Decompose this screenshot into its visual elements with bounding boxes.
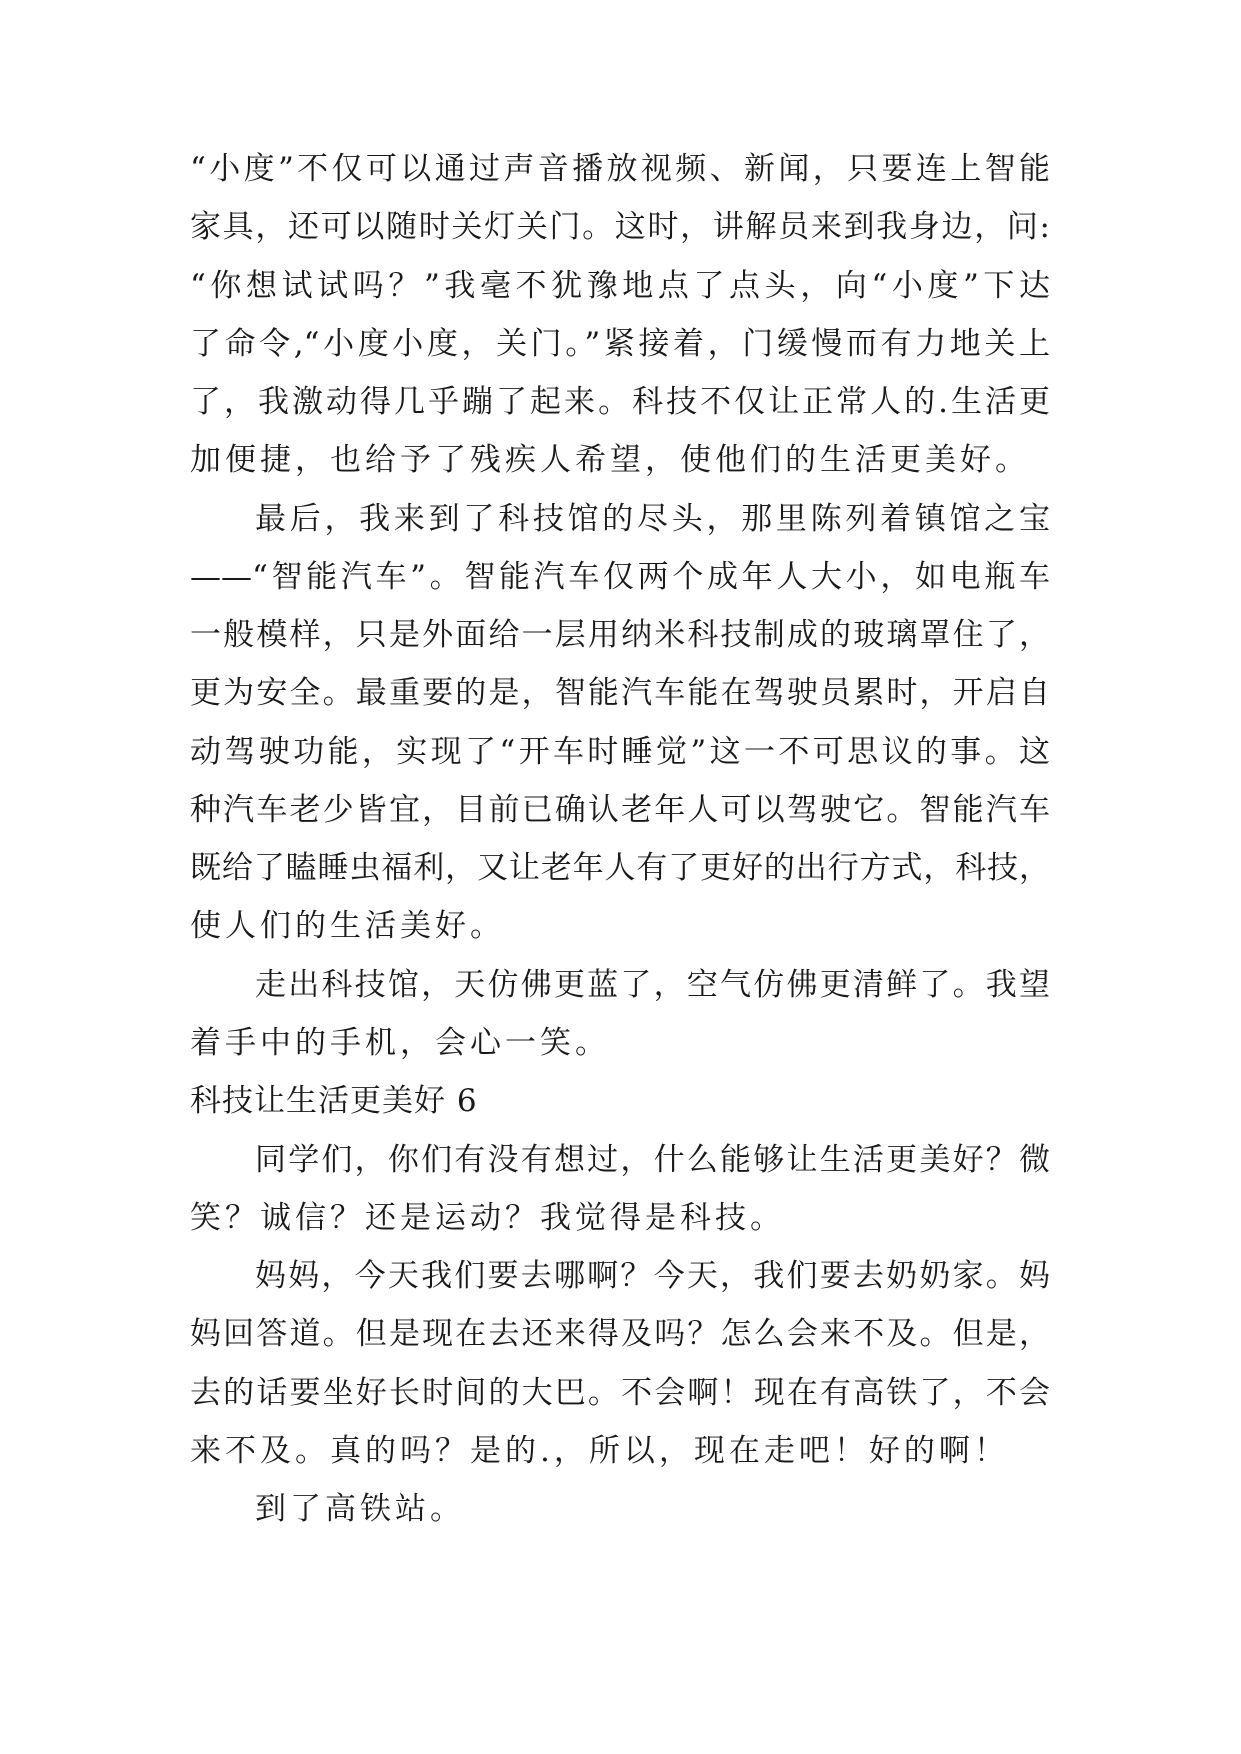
section-heading: 科技让生活更美好 6 [190, 1083, 478, 1119]
text-line: 加便捷，也给予了残疾人希望，使他们的生活更美好。 [190, 442, 1030, 478]
text-line: 去的话要坐好长时间的大巴。不会啊！现在有高铁了，不会 [190, 1375, 1050, 1411]
paragraph-start-line: 同学们，你们有没有想过，什么能够让生活更美好？微 [255, 1142, 1050, 1178]
text-line: 妈回答道。但是现在去还来得及吗？怎么会来不及。但是， [190, 1316, 1050, 1352]
paragraph-start-line: 最后，我来到了科技馆的尽头，那里陈列着镇馆之宝 [255, 501, 1050, 537]
text-line: 着手中的手机，会心一笑。 [190, 1025, 610, 1061]
text-line: 更为安全。最重要的是，智能汽车能在驾驶员累时，开启自 [190, 675, 1050, 711]
paragraph-start-line: 走出科技馆，天仿佛更蓝了，空气仿佛更清鲜了。我望 [255, 967, 1050, 1003]
text-line: “你想试试吗？”我毫不犹豫地点了点头，向“小度”下达 [190, 268, 1050, 304]
text-line: ——“智能汽车”。智能汽车仅两个成年人大小，如电瓶车 [190, 559, 1050, 595]
text-line: 来不及。真的吗？是的.，所以，现在走吧！好的啊！ [190, 1433, 1009, 1469]
text-line: 既给了瞌睡虫福利，又让老年人有了更好的出行方式，科技， [190, 850, 1050, 886]
paragraph-start-line: 妈妈，今天我们要去哪啊？今天，我们要去奶奶家。妈 [255, 1258, 1050, 1294]
text-line: 动驾驶功能，实现了“开车时睡觉”这一不可思议的事。这 [190, 734, 1050, 770]
text-line: 种汽车老少皆宜，目前已确认老年人可以驾驶它。智能汽车 [190, 792, 1050, 828]
text-line: 笑？诚信？还是运动？我觉得是科技。 [190, 1200, 785, 1236]
paragraph-start-line: 到了高铁站。 [255, 1491, 465, 1527]
text-line: 家具，还可以随时关灯关门。这时，讲解员来到我身边，问: [190, 209, 1050, 245]
text-line: 了命令,“小度小度，关门。”紧接着，门缓慢而有力地关上 [190, 326, 1050, 362]
text-line: “小度”不仅可以通过声音播放视频、新闻，只要连上智能 [190, 151, 1050, 187]
text-line: 了，我激动得几乎蹦了起来。科技不仅让正常人的.生活更 [190, 384, 1050, 420]
text-line: 使人们的生活美好。 [190, 908, 505, 944]
text-line: 一般模样，只是外面给一层用纳米科技制成的玻璃罩住了， [190, 617, 1050, 653]
